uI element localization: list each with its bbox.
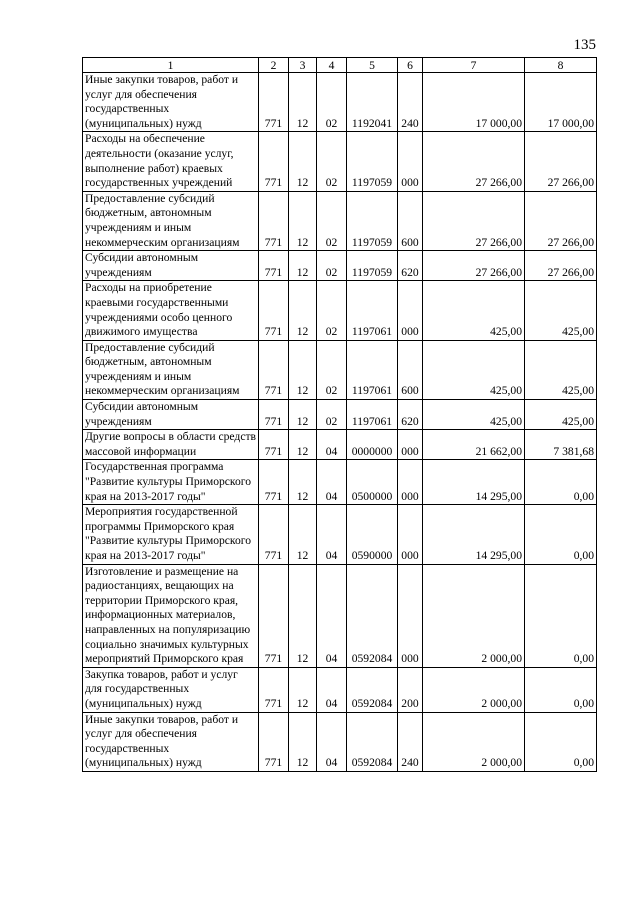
row-name-cell: Предоставление субсидий бюджетным, автономным учреждениям и иным некоммерческим организациям xyxy=(83,340,259,399)
code-cell: 12 xyxy=(289,340,317,399)
code-cell: 771 xyxy=(259,712,289,771)
table-row xyxy=(83,132,597,191)
amount-cell: 17 000,00 xyxy=(525,73,597,132)
table-row xyxy=(83,73,597,132)
code-cell: 12 xyxy=(289,251,317,281)
code-cell: 12 xyxy=(289,460,317,505)
code-cell: 240 xyxy=(398,73,423,132)
table-row xyxy=(83,340,597,399)
amount-cell: 27 266,00 xyxy=(525,132,597,191)
header-cell: 7 xyxy=(423,58,525,73)
code-cell: 1197061 xyxy=(347,281,398,340)
code-cell: 620 xyxy=(398,251,423,281)
code-cell: 04 xyxy=(317,564,347,667)
code-cell: 000 xyxy=(398,505,423,564)
table-row xyxy=(83,400,597,430)
table-row xyxy=(83,281,597,340)
amount-cell: 0,00 xyxy=(525,712,597,771)
code-cell: 771 xyxy=(259,430,289,460)
code-cell: 12 xyxy=(289,132,317,191)
code-cell: 02 xyxy=(317,340,347,399)
code-cell: 0000000 xyxy=(347,430,398,460)
code-cell: 02 xyxy=(317,191,347,250)
code-cell: 000 xyxy=(398,281,423,340)
code-cell: 000 xyxy=(398,430,423,460)
table-row xyxy=(83,251,597,281)
code-cell: 04 xyxy=(317,430,347,460)
code-cell: 0592084 xyxy=(347,712,398,771)
code-cell: 0500000 xyxy=(347,460,398,505)
amount-cell: 27 266,00 xyxy=(423,251,525,281)
table-row xyxy=(83,430,597,460)
header-cell: 8 xyxy=(525,58,597,73)
row-name-cell: Иные закупки товаров, работ и услуг для обеспечения государственных (муниципальных) нужд xyxy=(83,73,259,132)
table-row xyxy=(83,712,597,771)
code-cell: 600 xyxy=(398,340,423,399)
code-cell: 12 xyxy=(289,667,317,712)
row-name-cell: Мероприятия государственной программы Приморского края "Развитие культуры Приморского края на 2013-2017 годы" xyxy=(83,505,259,564)
amount-cell: 27 266,00 xyxy=(423,191,525,250)
amount-cell: 0,00 xyxy=(525,460,597,505)
amount-cell: 425,00 xyxy=(525,340,597,399)
row-name-cell: Расходы на обеспечение деятельности (оказание услуг, выполнение работ) краевых государственных учреждений xyxy=(83,132,259,191)
amount-cell: 425,00 xyxy=(525,281,597,340)
table-row xyxy=(83,460,597,505)
table-row xyxy=(83,191,597,250)
row-name-cell: Другие вопросы в области средств массовой информации xyxy=(83,430,259,460)
code-cell: 02 xyxy=(317,73,347,132)
code-cell: 12 xyxy=(289,191,317,250)
amount-cell: 0,00 xyxy=(525,667,597,712)
amount-cell: 0,00 xyxy=(525,505,597,564)
code-cell: 771 xyxy=(259,400,289,430)
code-cell: 1197059 xyxy=(347,132,398,191)
code-cell: 1197061 xyxy=(347,400,398,430)
amount-cell: 2 000,00 xyxy=(423,712,525,771)
amount-cell: 7 381,68 xyxy=(525,430,597,460)
row-name-cell: Субсидии автономным учреждениям xyxy=(83,400,259,430)
code-cell: 771 xyxy=(259,340,289,399)
code-cell: 1197059 xyxy=(347,191,398,250)
code-cell: 000 xyxy=(398,460,423,505)
code-cell: 02 xyxy=(317,400,347,430)
code-cell: 02 xyxy=(317,281,347,340)
row-name-cell: Изготовление и размещение на радиостанциях, вещающих на территории Приморского края, информационных материалов, направленных на популяризацию социально значимых культурных мероприятий Приморского края xyxy=(83,564,259,667)
code-cell: 1197061 xyxy=(347,340,398,399)
page-number: 135 xyxy=(573,37,596,53)
row-name-cell: Субсидии автономным учреждениям xyxy=(83,251,259,281)
code-cell: 771 xyxy=(259,460,289,505)
code-cell: 771 xyxy=(259,73,289,132)
header-cell: 4 xyxy=(317,58,347,73)
code-cell: 1192041 xyxy=(347,73,398,132)
amount-cell: 2 000,00 xyxy=(423,667,525,712)
code-cell: 12 xyxy=(289,430,317,460)
code-cell: 04 xyxy=(317,460,347,505)
code-cell: 02 xyxy=(317,251,347,281)
amount-cell: 27 266,00 xyxy=(525,251,597,281)
code-cell: 771 xyxy=(259,667,289,712)
code-cell: 04 xyxy=(317,667,347,712)
code-cell: 771 xyxy=(259,251,289,281)
row-name-cell: Закупка товаров, работ и услуг для государственных (муниципальных) нужд xyxy=(83,667,259,712)
code-cell: 1197059 xyxy=(347,251,398,281)
table-row xyxy=(83,505,597,564)
header-cell: 6 xyxy=(398,58,423,73)
row-name-cell: Государственная программа "Развитие культуры Приморского края на 2013-2017 годы" xyxy=(83,460,259,505)
amount-cell: 14 295,00 xyxy=(423,505,525,564)
code-cell: 771 xyxy=(259,564,289,667)
code-cell: 12 xyxy=(289,564,317,667)
code-cell: 0590000 xyxy=(347,505,398,564)
row-name-cell: Предоставление субсидий бюджетным, автономным учреждениям и иным некоммерческим организациям xyxy=(83,191,259,250)
amount-cell: 14 295,00 xyxy=(423,460,525,505)
code-cell: 0592084 xyxy=(347,564,398,667)
amount-cell: 425,00 xyxy=(423,400,525,430)
code-cell: 771 xyxy=(259,281,289,340)
code-cell: 771 xyxy=(259,191,289,250)
code-cell: 12 xyxy=(289,281,317,340)
code-cell: 12 xyxy=(289,400,317,430)
amount-cell: 17 000,00 xyxy=(423,73,525,132)
amount-cell: 2 000,00 xyxy=(423,564,525,667)
amount-cell: 0,00 xyxy=(525,564,597,667)
table-body xyxy=(83,73,597,772)
code-cell: 0592084 xyxy=(347,667,398,712)
header-cell: 3 xyxy=(289,58,317,73)
amount-cell: 21 662,00 xyxy=(423,430,525,460)
amount-cell: 27 266,00 xyxy=(525,191,597,250)
code-cell: 000 xyxy=(398,132,423,191)
table-row xyxy=(83,564,597,667)
code-cell: 12 xyxy=(289,73,317,132)
code-cell: 620 xyxy=(398,400,423,430)
table-row xyxy=(83,667,597,712)
header-cell: 1 xyxy=(83,58,259,73)
code-cell: 04 xyxy=(317,712,347,771)
code-cell: 12 xyxy=(289,712,317,771)
amount-cell: 425,00 xyxy=(423,340,525,399)
code-cell: 771 xyxy=(259,132,289,191)
code-cell: 000 xyxy=(398,564,423,667)
amount-cell: 425,00 xyxy=(423,281,525,340)
code-cell: 600 xyxy=(398,191,423,250)
code-cell: 04 xyxy=(317,505,347,564)
code-cell: 771 xyxy=(259,505,289,564)
header-row xyxy=(83,58,597,73)
code-cell: 200 xyxy=(398,667,423,712)
code-cell: 240 xyxy=(398,712,423,771)
row-name-cell: Расходы на приобретение краевыми государственными учреждениями особо ценного движимого имущества xyxy=(83,281,259,340)
header-cell: 2 xyxy=(259,58,289,73)
header-cell: 5 xyxy=(347,58,398,73)
code-cell: 12 xyxy=(289,505,317,564)
amount-cell: 27 266,00 xyxy=(423,132,525,191)
amount-cell: 425,00 xyxy=(525,400,597,430)
code-cell: 02 xyxy=(317,132,347,191)
budget-table xyxy=(82,57,597,772)
row-name-cell: Иные закупки товаров, работ и услуг для обеспечения государственных (муниципальных) нужд xyxy=(83,712,259,771)
